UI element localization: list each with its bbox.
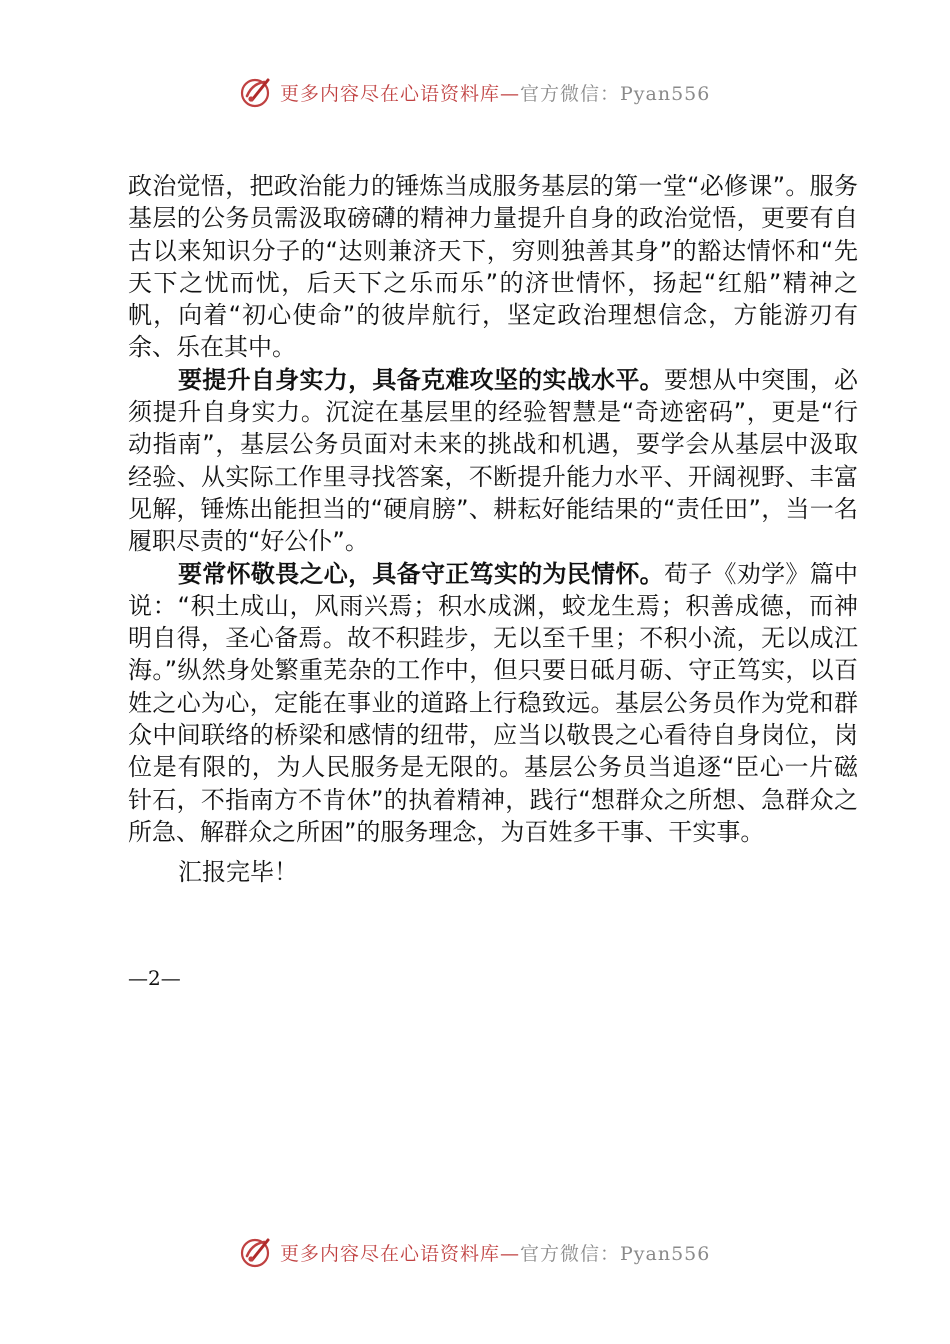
paragraph-2-text: 要想从中突围，必须提升自身实力。沉淀在基层里的经验智慧是“奇迹密码”，更是“行动指南”，基层公务员面对未来的挑战和机遇，要学会从基层中汲取经验、从实际工作里寻找答案，不断提升能力水平、开阔视野、丰富见解，锤炼出能担当的“硬肩膀”、耕耘好能结果的“责任田”，当一名履职尽责的“好公仆”。 — [128, 365, 859, 556]
brush-logo-icon — [238, 74, 274, 110]
paragraph-2-heading: 要提升自身实力，具备克难攻坚的实战水平。 — [178, 365, 664, 394]
header-brand-text: 更多内容尽在心语资料库— — [280, 82, 521, 105]
page-number: —2— — [128, 966, 181, 990]
footer-brand-text: 更多内容尽在心语资料库— — [280, 1242, 521, 1265]
header-banner — [238, 72, 710, 112]
paragraph-3-heading: 要常怀敬畏之心，具备守正笃实的为民情怀。 — [178, 559, 664, 588]
header-text — [280, 79, 710, 106]
paragraph-3-text: 荀子《劝学》篇中说：“积土成山，风雨兴焉；积水成渊，蛟龙生焉；积善成德，而神明自得，圣心备焉。故不积跬步，无以至千里；不积小流，无以成江海。”纵然身处繁重芜杂的工作中，但只要日砥月砺、守正笃实，以百姓之心为心，定能在事业的道路上行稳致远。基层公务员作为党和群众中间联络的桥梁和感情的纽带，应当以敬畏之心看待自身岗位，岗位是有限的，为人民服务是无限的。基层公务员当追逐“臣心一片磁针石，不指南方不肯休”的执着精神，践行“想群众之所想、急群众之所急、解群众之所困”的服务理念，为百姓多干事、干实事。 — [128, 559, 859, 846]
paragraph-3 — [128, 558, 858, 849]
footer-banner — [238, 1232, 710, 1272]
header-wechat-text: 官方微信：Pyan556 — [520, 82, 711, 105]
footer-wechat-text: 官方微信：Pyan556 — [520, 1242, 711, 1265]
paragraph-2 — [128, 364, 858, 558]
footer-text — [280, 1239, 710, 1266]
closing-line: 汇报完毕！ — [178, 858, 298, 887]
document-body — [128, 170, 858, 889]
paragraph-1: 政治觉悟，把政治能力的锤炼当成服务基层的第一堂“必修课”。服务基层的公务员需汲取磅礴的精神力量提升自身的政治觉悟，更要有自古以来知识分子的“达则兼济天下，穷则独善其身”的豁达情怀和“先天下之忧而忧，后天下之乐而乐”的济世情怀，扬起“红船”精神之帆，向着“初心使命”的彼岸航行，坚定政治理想信念，方能游刃有余、乐在其中。 — [128, 172, 858, 362]
brush-logo-icon — [238, 1234, 274, 1270]
